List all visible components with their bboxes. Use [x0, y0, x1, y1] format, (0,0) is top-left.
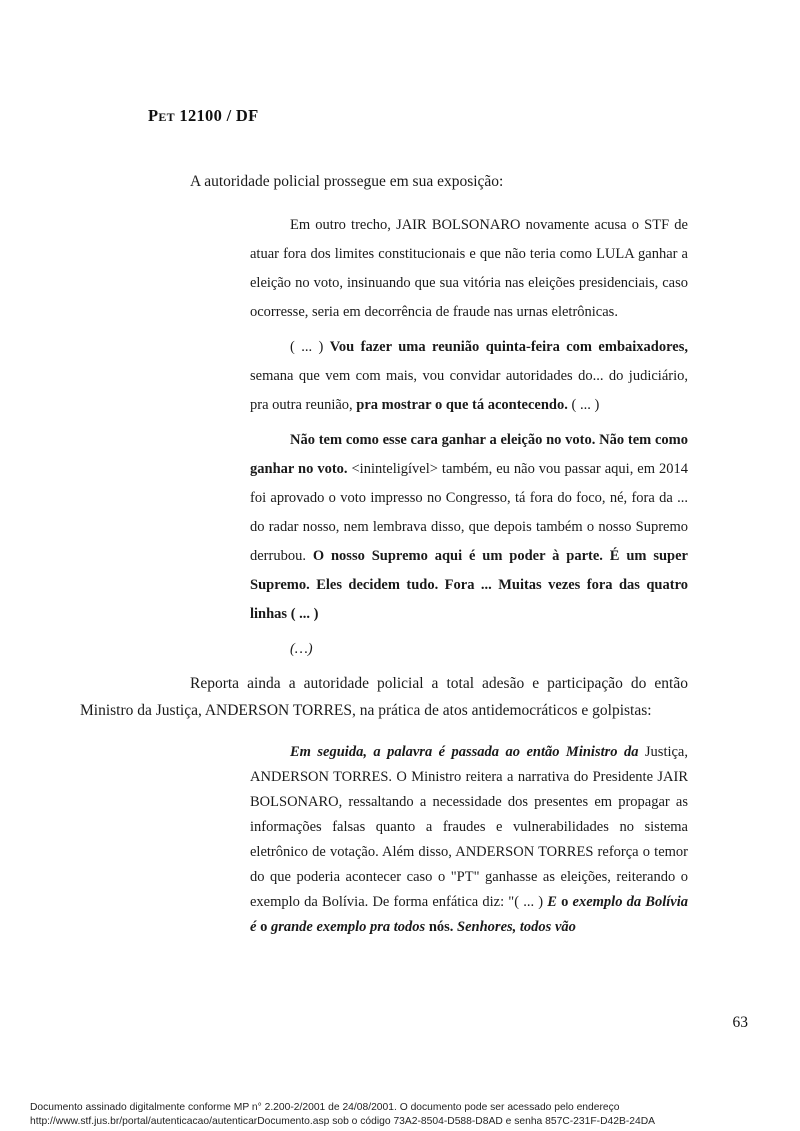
text-run: semana que vem com mais, vou convidar autoridades do... do judiciário, pra outra reunião, — [250, 368, 688, 413]
text-run: E — [547, 894, 562, 910]
text-run: grande exemplo pra todos — [270, 919, 429, 935]
quote-paragraph — [250, 635, 688, 664]
text-run: o — [260, 919, 271, 935]
digital-signature-footer — [30, 1101, 780, 1129]
body-paragraph — [80, 670, 688, 724]
quote-paragraph — [250, 211, 688, 327]
text-run: Não tem como esse cara ganhar a eleição no voto. Não tem como ganhar no voto. — [250, 432, 688, 477]
text-run: nós. — [428, 919, 458, 935]
document-body — [80, 168, 688, 940]
text-run: Em outro trecho, JAIR BOLSONARO novamente acusa o STF de atuar fora dos limites constitucionais e que não teria como LULA ganhar a eleição no voto, insinuando que sua vitória nas eleições presidenciais, caso ocorresse, seria em decorrência de fraude nas urnas eletrônicas. — [250, 217, 688, 320]
footer-signature-line1: Documento assinado digitalmente conforme MP n° 2.200-2/2001 de 24/08/2001. O documento pode ser acessado pelo endereço — [30, 1102, 620, 1113]
text-run: Senhores, todos vão — [457, 919, 576, 935]
text-run: ( ... ) — [567, 397, 600, 413]
quote-paragraph — [250, 333, 688, 420]
text-run: (…) — [290, 641, 313, 657]
text-run: ( ... ) — [290, 339, 330, 355]
text-run: A autoridade policial prossegue em sua exposição: — [190, 173, 504, 190]
quote-paragraph — [250, 426, 688, 629]
footer-signature-line2: http://www.stf.jus.br/portal/autenticacao/autenticarDocumento.asp sob o código 73A2-8504-D588-D8AD e senha 857C-231F-D42B-24DA — [30, 1116, 656, 1127]
text-run: pra mostrar o que tá acontecendo. — [356, 397, 568, 413]
text-run: exemplo da Bolívia é — [250, 894, 688, 935]
text-run: Vou fazer uma reunião quinta-feira com embaixadores, — [329, 339, 688, 355]
text-run: Em seguida, a palavra é passada ao então Ministro da — [290, 744, 645, 760]
text-run: Justiça, ANDERSON TORRES. O Ministro reitera a narrativa do Presidente JAIR BOLSONARO, ressaltando a necessidade dos presentes em propagar as informações falsas quanto a fraudes e vulnerabilidades no sistema eletrônico de votação. Além disso, ANDERSON TORRES reforça o temor do que poderia acontecer caso o "PT" ganhasse as eleições, reiterando o exemplo da Bolívia. De forma enfática diz: "( ... ) — [250, 744, 688, 910]
body-paragraph — [80, 168, 688, 195]
text-run: o — [561, 894, 573, 910]
case-header: Pet 12100 / DF — [148, 106, 259, 125]
text-run: Reporta ainda a autoridade policial a total adesão e participação do então Ministro da Justiça, ANDERSON TORRES, na prática de atos antidemocráticos e golpistas: — [80, 675, 688, 719]
text-run: <ininteligível> também, eu não vou passar aqui, em 2014 foi aprovado o voto impresso no Congresso, tá fora do foco, né, fora da ... do radar nosso, nem lembrava disso, que depois também o nosso Supremo derrubou. — [250, 461, 688, 564]
text-run: O nosso Supremo aqui é um poder à parte. É um super Supremo. Eles decidem tudo. Fora ... Muitas vezes fora das quatro linhas ( ... ) — [250, 548, 688, 622]
page-number: 63 — [732, 1014, 748, 1031]
quote-paragraph — [250, 740, 688, 940]
